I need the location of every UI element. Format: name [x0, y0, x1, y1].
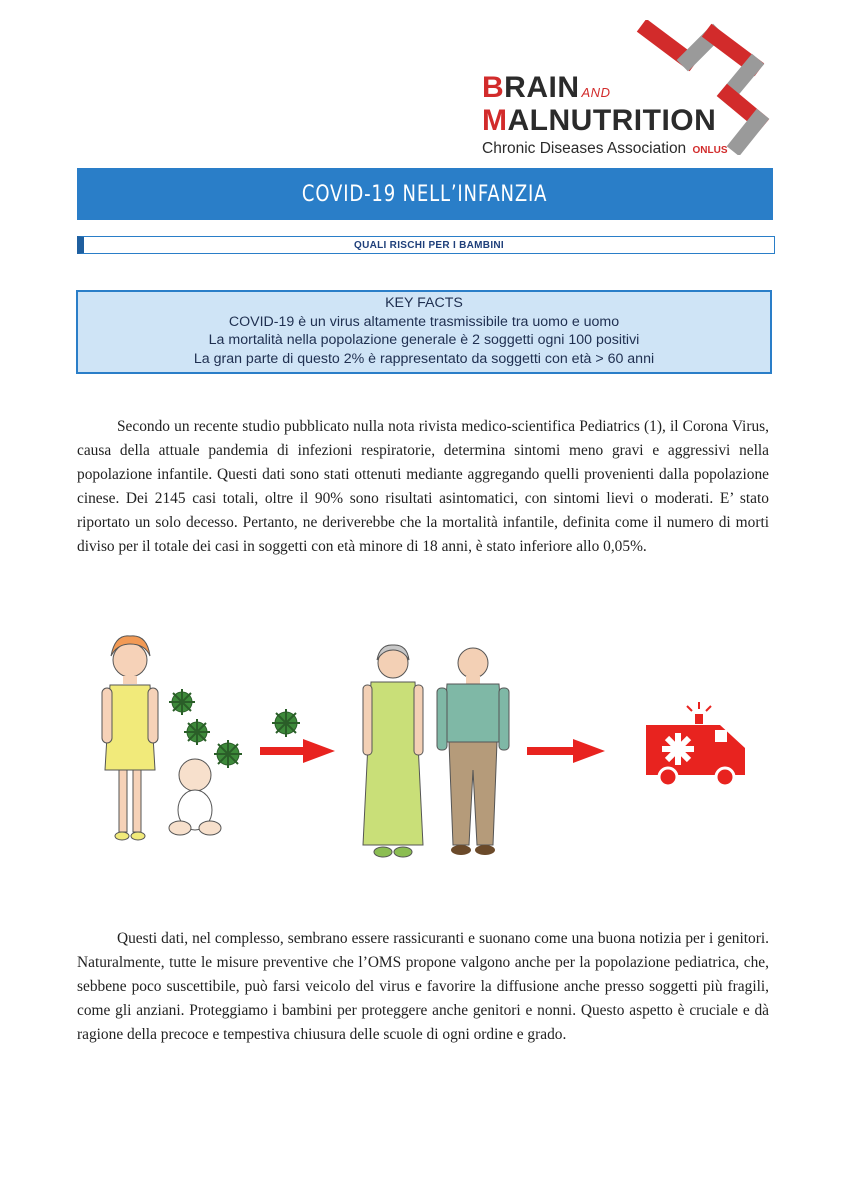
logo-brain-text: BRAIN AND [482, 71, 611, 104]
page-subtitle: QUALI RISCHI PER I BAMBINI [353, 239, 505, 251]
baby-figure-icon [169, 759, 221, 835]
key-fact-line: COVID-19 è un virus altamente trasmissibile tra uomo e uomo [228, 313, 620, 330]
key-fact-line: La gran parte di questo 2% è rappresentato da soggetti con età > 60 anni [193, 350, 655, 367]
subtitle-bar [77, 236, 775, 254]
brand-logo [478, 20, 778, 160]
key-facts-heading: KEY FACTS [385, 295, 463, 311]
logo-malnutrition-text: MALNUTRITION [482, 104, 717, 137]
body-paragraph-1: Secondo un recente studio pubblicato nulla nota rivista medico-scientifica Pediatrics (1), il Corona Virus, causa della attuale pandemia di infezioni respiratorie, determina sintomi meno gravi e aggressivi nella popolazione infantile. Questi dati sono stati ottenuti mediante aggregando quelli provenienti dalla popolazione cinese. Dei 2145 casi totali, oltre il 90% sono risultati asintomatici, con sintomi lievi o moderati. E’ stato riportato un solo decesso. Pertanto, ne deriverebbe che la mortalità infantile, definita come il numero di morti diviso per il totale dei casi in soggetti con età minore di 18 anni, è stato inferiore allo 0,05%. [77, 418, 769, 555]
body-paragraph-2: Questi dati, nel complesso, sembrano essere rassicuranti e suonano come una buona notizia per i genitori. Naturalmente, tutte le misure preventive che l’OMS propone valgono anche per la popolazione pediatrica, che, sebbene poco suscettibile, può farsi veicolo del virus e favorire la diffusione anche presso soggetti più fragili, come gli anziani. Proteggiamo i bambini per proteggere anche genitori e nonni. Questo aspetto è cruciale e dà ragione della precoce e tempestiva chiusura delle scuole di ogni ordine e grado. [77, 930, 769, 1043]
elderly-woman-icon [363, 645, 423, 857]
key-fact-line: La mortalità nella popolazione generale è 2 soggetti ogni 100 positivi [208, 332, 640, 348]
ambulance-icon [646, 702, 745, 786]
elderly-man-icon [437, 648, 509, 855]
arrow-right-icon [527, 739, 605, 763]
page-title: COVID-19 NELL’INFANZIA [302, 181, 548, 207]
child-figure-icon [102, 636, 158, 840]
arrow-right-icon [260, 739, 335, 763]
logo-association-text: Chronic Diseases Association ONLUS [482, 140, 728, 157]
transmission-illustration [95, 630, 775, 870]
page-title-bar [77, 168, 773, 220]
key-facts-box [76, 290, 772, 374]
